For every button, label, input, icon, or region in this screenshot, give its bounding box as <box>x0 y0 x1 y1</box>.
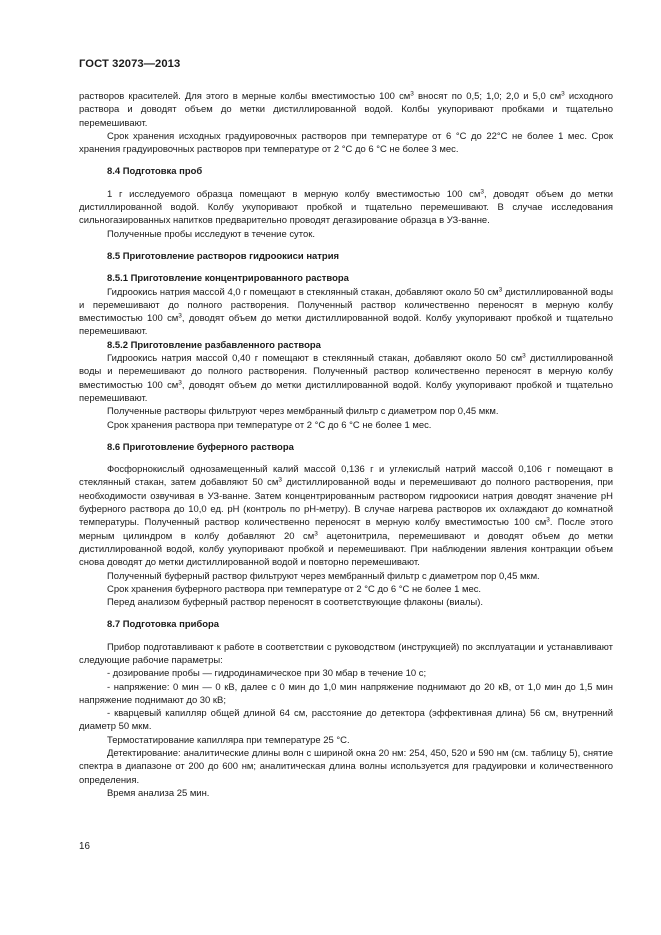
paragraph-intro-1: растворов красителей. Для этого в мерные колбы вместимостью 100 $см^3$ вносят по 0,5; 1,0; 2,0 и 5,0 $см^3$ исходного раствора и доводят объем до метки дистиллированной водой. Колбы укупоривают пробками и тщательно перемешивают. <box>79 90 614 129</box>
paragraph-8-6-4: Перед анализом буферный раствор переносят в соответствующие флаконы (виалы). <box>107 597 483 609</box>
paragraph-8-6-1: Фосфорнокислый однозамещенный калий массой 0,136 г и углекислый натрий массой 0,106 г помещают в стеклянный стакан, затем добавляют 50 $см^3$ дистиллированной воды и перемешивают до полного растворения, при необходимости озвучивая в УЗ-ванне. Затем концентрированным раствором гидроокиси натрия доводят значение рН буферного раствора до 10,0 ед. рН (контроль по рН-метру). В случае нагрева растворов их охлаждают до комнатной температуры. Полученный раствор количественно переносят в мерную колбу вместимостью 100 $см^3$. После этого мерным цилиндром в колбу добавляют 20 $см^3$ ацетонитрила, перемешивают и доводят объем до метки дистиллированной водой, колбу укупоривают пробкой и перемешивают. При наблюдении явления контракции объем снова доводят до метки дистиллированной водой и повторно перемешивают. <box>79 464 613 569</box>
subsection-heading-8-5-2: 8.5.2 Приготовление разбавленного раствора <box>107 339 321 351</box>
paragraph-8-5-1: Гидроокись натрия массой 4,0 г помещают в стеклянный стакан, добавляют около 50 $см^3$ дистиллированной воды и перемешивают до полного растворения. Полученный раствор количественно переносят в мерную колбу вместимостью 100 $см^3$, доводят объем до метки дистиллированной водой. Колбу укупоривают пробкой и тщательно перемешивают. <box>79 285 614 338</box>
paragraph-8-6-3: Срок хранения буферного раствора при температуре от 2 °С до 6 °С не более 1 мес. <box>107 583 482 595</box>
section-heading-8-5: 8.5 Приготовление растворов гидроокиси натрия <box>107 250 339 262</box>
paragraph-8-4-2: Полученные пробы исследуют в течение суток. <box>107 228 315 240</box>
document-body <box>79 90 613 800</box>
list-item: - дозирование пробы — гидродинамическое при 30 мбар в течение 10 с; <box>107 668 427 680</box>
page-number: 16 <box>79 841 90 852</box>
section-heading-8-7: 8.7 Подготовка прибора <box>107 619 220 631</box>
paragraph-8-7-thermo: Термостатирование капилляра при температуре 25 °С. <box>107 734 350 746</box>
paragraph-8-6-2: Полученный буферный раствор фильтруют через мембранный фильтр с диаметром пор 0,45 мкм. <box>107 570 540 582</box>
paragraph-8-7-time: Время анализа 25 мин. <box>107 787 210 799</box>
list-item: - напряжение: 0 мин — 0 кВ, далее с 0 мин до 1,0 мин напряжение поднимают до 20 кВ, от 1,0 мин до 1,5 мин напряжение поднимают до 30 кВ; <box>79 681 613 706</box>
paragraph-intro-2: Срок хранения исходных градуировочных растворов при температуре от 6 °С до 22°С не более 1 мес. Срок хранения градуировочных растворов при температуре от 2 °С до 6 °С не более 3 мес. <box>79 130 613 156</box>
section-heading-8-4: 8.4 Подготовка проб <box>107 166 203 178</box>
section-heading-8-6: 8.6 Приготовление буферного раствора <box>107 441 294 453</box>
paragraph-8-7-1: Прибор подготавливают к работе в соответствии с руководством (инструкцией) по эксплуатации и устанавливают следующие рабочие параметры: <box>79 641 613 666</box>
paragraph-8-5-filter: Полученные растворы фильтруют через мембранный фильтр с диаметром пор 0,45 мкм. <box>107 406 499 418</box>
paragraph-8-5-storage: Срок хранения раствора при температуре от 2 °С до 6 °С не более 1 мес. <box>107 419 432 431</box>
paragraph-8-4-1: 1 г исследуемого образца помещают в мерную колбу вместимостью 100 $см^3$, доводят объем до метки дистиллированной водой. Колбу укупоривают пробкой и тщательно перемешивают. В случае исследования сильногазированных напитков предварительно проводят дегазирование образца в УЗ-ванне. <box>79 188 613 227</box>
document-header: ГОСТ 32073—2013 <box>79 58 181 70</box>
subsection-heading-8-5-1: 8.5.1 Приготовление концентрированного раствора <box>107 273 349 285</box>
paragraph-8-7-detect: Детектирование: аналитические длины волн с шириной окна 20 нм: 254, 450, 520 и 590 нм (см. таблицу 5), снятие спектра в диапазоне от 200 до 600 нм; аналитическая длина волны используется для градуировки и количественного определения. <box>79 748 613 786</box>
list-item: - кварцевый капилляр общей длиной 64 см, расстояние до детектора (эффективная длина) 56 см, внутренний диаметр 50 мкм. <box>79 708 613 733</box>
paragraph-8-5-2: Гидроокись натрия массой 0,40 г помещают в стеклянный стакан, добавляют около 50 $см^3$ дистиллированной воды и перемешивают до полного растворения. Полученный раствор количественно переносят в мерную колбу вместимостью 100 $см^3$, доводят объем до метки дистиллированной водой. Колбу укупоривают пробкой и тщательно перемешивают. <box>79 352 614 404</box>
